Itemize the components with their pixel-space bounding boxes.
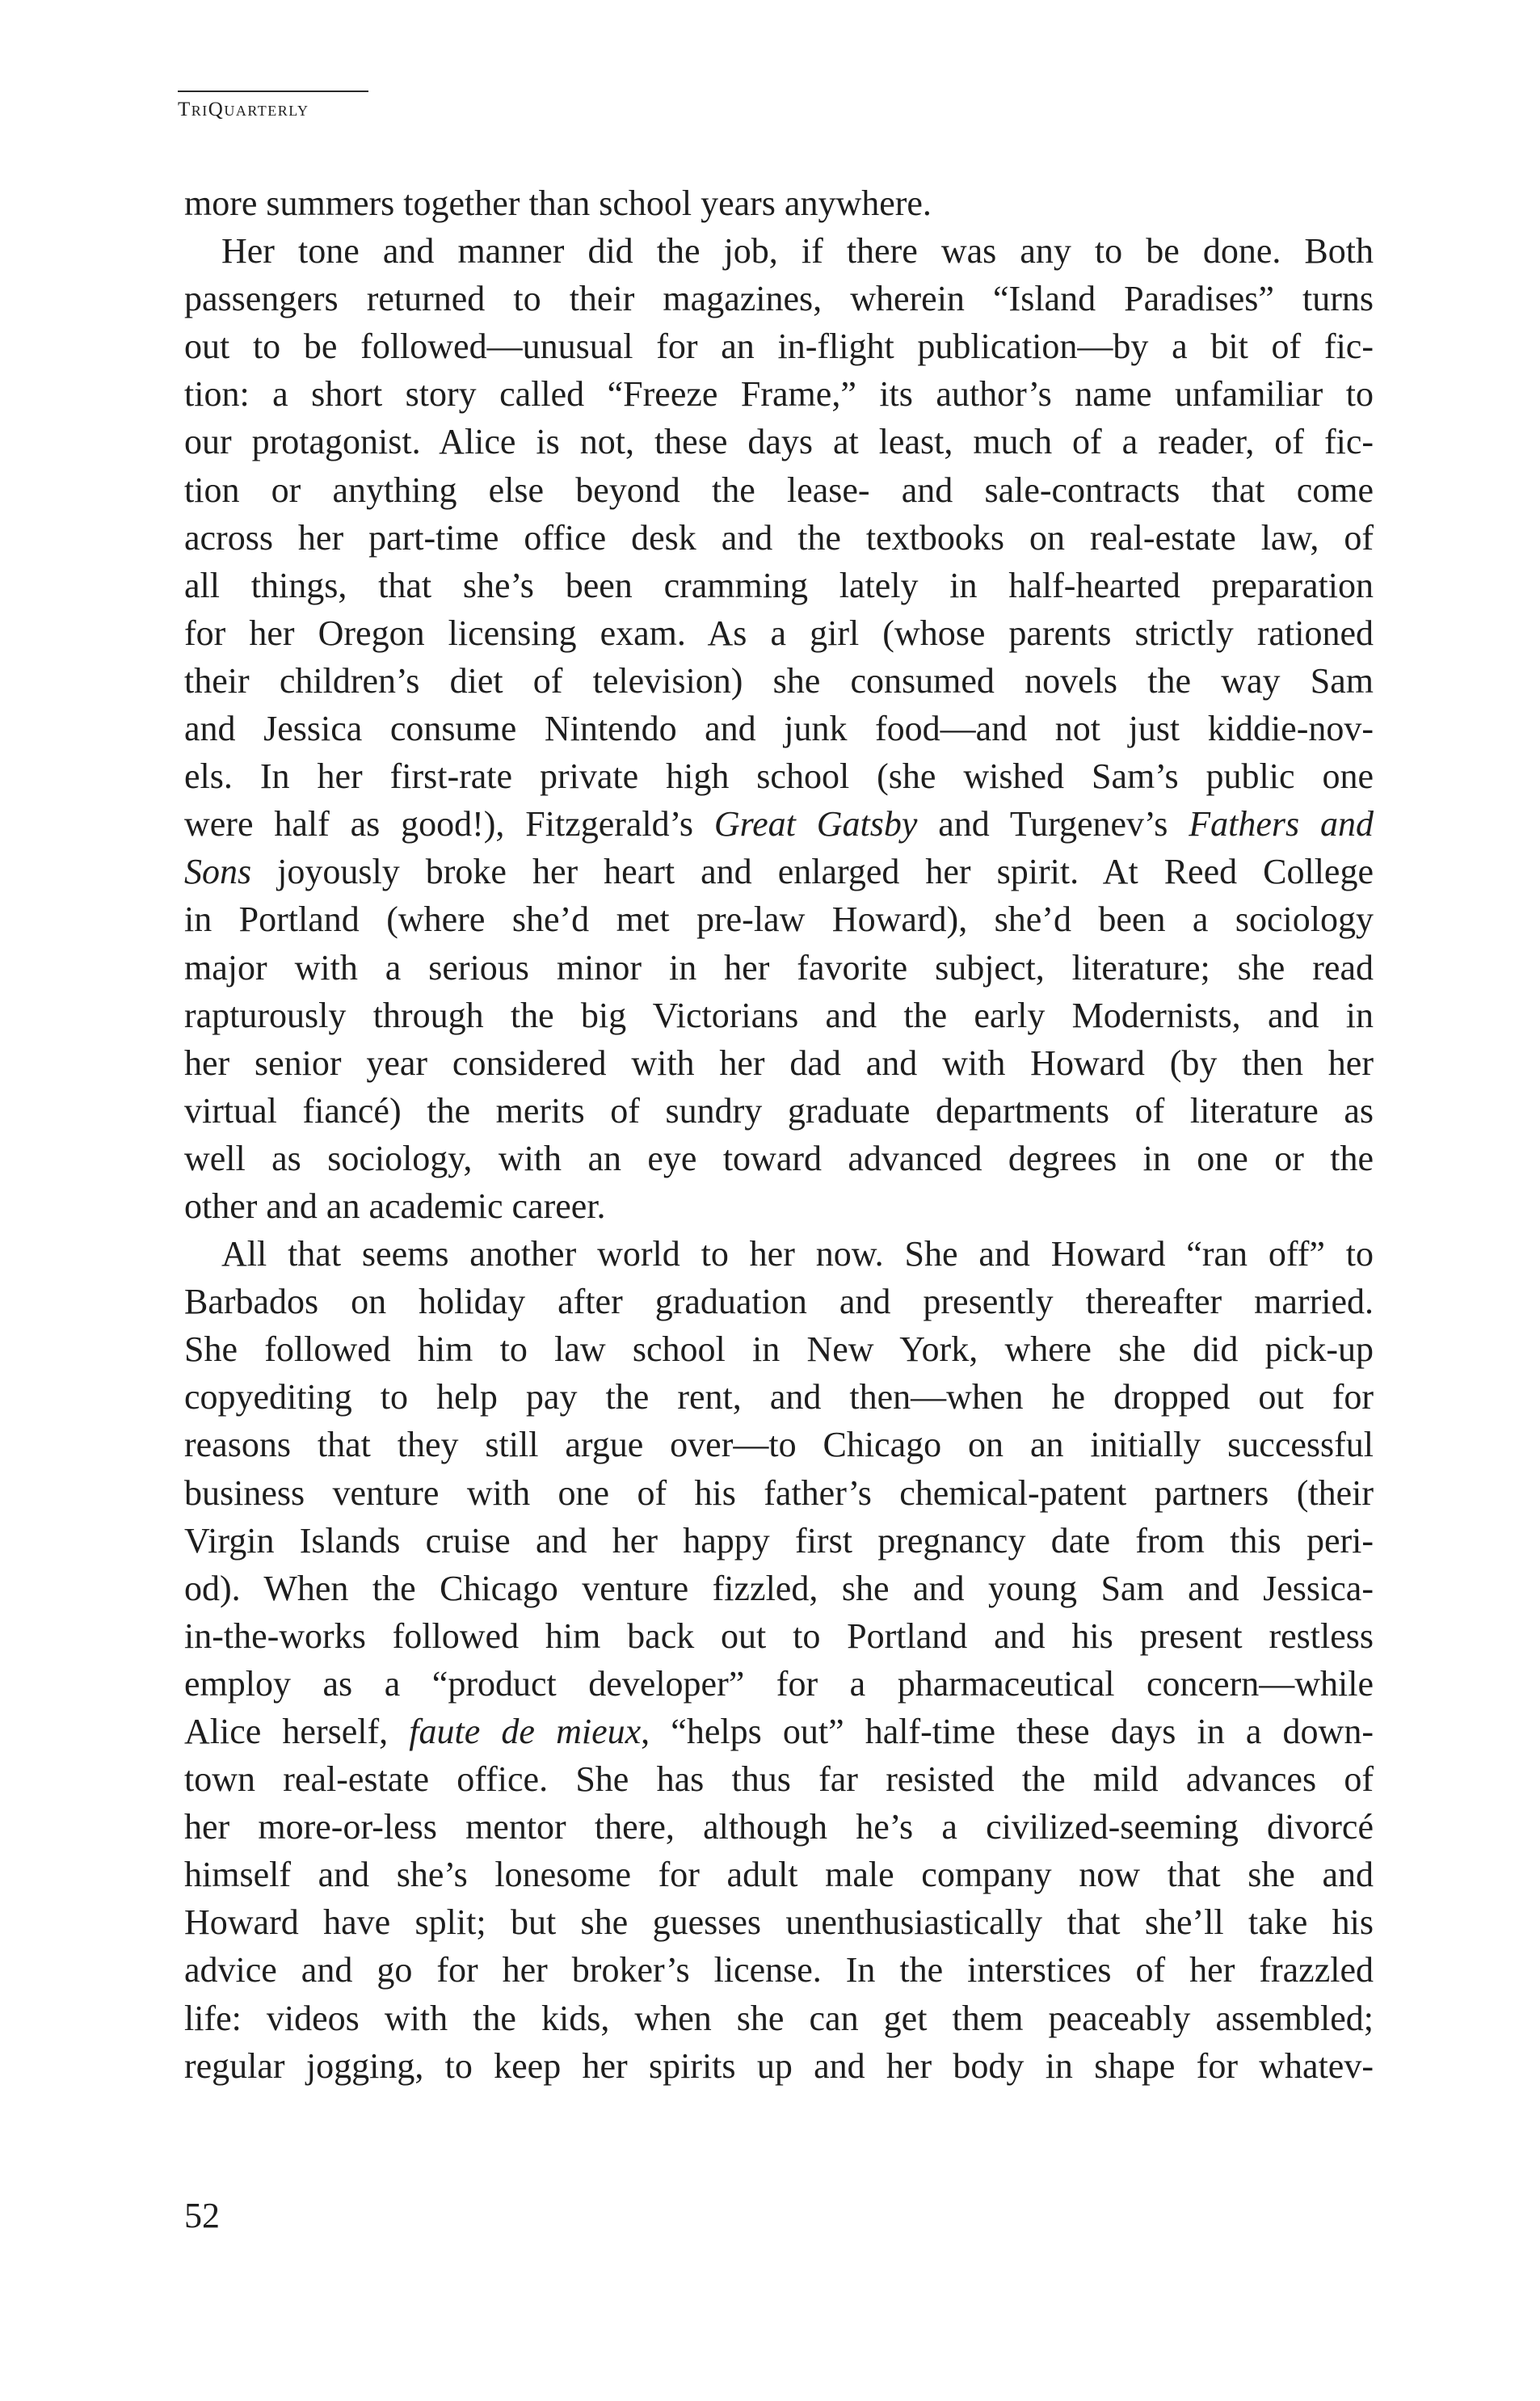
text-line-italic (184, 1708, 1374, 1755)
line-text: and Turgenev’s (917, 804, 1189, 845)
text-line: major with a serious minor in her favorite subject, literature; she read (184, 947, 1374, 988)
phrase-faute-de-mieux: faute de mieux (409, 1712, 642, 1751)
text-line: our protagonist. Alice is not, these days at least, much of a reader, of fic- (184, 422, 1374, 462)
text-line: advice and go for her broker’s license. In the interstices of her frazzled (184, 1950, 1374, 1990)
text-line: virtual fiancé) the merits of sundry graduate departments of literature as (184, 1090, 1374, 1131)
text-line: Virgin Islands cruise and her happy first pregnancy date from this peri- (184, 1520, 1374, 1561)
text-line: rapturously through the big Victorians and the early Modernists, and in (184, 995, 1374, 1035)
text-line-italic (184, 848, 1374, 895)
text-line: in Portland (where she’d met pre-law Howard), she’d been a sociology (184, 899, 1374, 940)
text-line: Barbados on holiday after graduation and presently thereafter married. (184, 1282, 1374, 1322)
line-text: , “helps out” half-time these days in a down- (641, 1712, 1374, 1751)
line-text: were half as good!), Fitzgerald’s (184, 804, 714, 845)
text-line: She followed him to law school in New York, where she did pick-up (184, 1329, 1374, 1370)
text-line: their children’s diet of television) she consumed novels the way Sam (184, 660, 1374, 701)
text-line: well as sociology, with an eye toward advanced degrees in one or the (184, 1138, 1374, 1178)
text-line: tion: a short story called “Freeze Frame,” its author’s name unfamiliar to (184, 374, 1374, 415)
text-line: Howard have split; but she guesses unenthusiastically that she’ll take his (184, 1902, 1374, 1943)
text-line: across her part-time office desk and the textbooks on real-estate law, of (184, 517, 1374, 558)
text-line: els. In her first-rate private high school (she wished Sam’s public one (184, 756, 1374, 797)
text-line: passengers returned to their magazines, wherein “Island Paradises” turns (184, 279, 1374, 319)
text-line: regular jogging, to keep her spirits up and her body in shape for whatev- (184, 2045, 1374, 2086)
text-line: business venture with one of his father’s chemical-patent partners (their (184, 1472, 1374, 1513)
text-line: Her tone and manner did the job, if there was any to be done. Both (221, 231, 1374, 272)
text-line: her senior year considered with her dad and with Howard (by then her (184, 1043, 1374, 1083)
text-line: himself and she’s lonesome for adult male company now that she and (184, 1855, 1374, 1895)
text-line: more summers together than school years anywhere. (184, 183, 932, 223)
text-line: copyediting to help pay the rent, and then—when he dropped out for (184, 1377, 1374, 1417)
text-line: in-the-works followed him back out to Portland and his present restless (184, 1615, 1374, 1656)
text-line: employ as a “product developer” for a pharmaceutical concern—while (184, 1663, 1374, 1704)
title-great-gatsby: Great Gatsby (713, 804, 918, 845)
body-text (184, 179, 1374, 2090)
text-line: life: videos with the kids, when she can get them peaceably assembled; (184, 1998, 1374, 2038)
text-line: for her Oregon licensing exam. As a girl (whose parents strictly rationed (184, 613, 1374, 653)
line-text: Alice herself, (184, 1712, 410, 1751)
text-line: tion or anything else beyond the lease- and sale-contracts that come (184, 470, 1374, 510)
text-line: her more-or-less mentor there, although he’s a civilized-seeming divorcé (184, 1807, 1374, 1847)
running-head: TriQuarterly (178, 91, 368, 121)
text-line: and Jessica consume Nintendo and junk food—and not just kiddie-nov- (184, 709, 1374, 749)
text-line: od). When the Chicago venture fizzled, she and young Sam and Jessica- (184, 1568, 1374, 1608)
title-fathers-and-sons: Fathers and (1189, 804, 1374, 845)
title-fathers-and-sons: Sons (184, 852, 252, 892)
text-line: reasons that they still argue over—to Chicago on an initially successful (184, 1425, 1374, 1465)
page-number: 52 (184, 2196, 220, 2235)
text-line: other and an academic career. (184, 1186, 606, 1226)
text-line-italic (184, 800, 1374, 848)
text-line: All that seems another world to her now. She and Howard “ran off” to (221, 1234, 1374, 1274)
text-line: all things, that she’s been cramming lately in half-hearted preparation (184, 565, 1374, 605)
text-line: town real-estate office. She has thus far resisted the mild advances of (184, 1759, 1374, 1800)
line-text: joyously broke her heart and enlarged her spirit. At Reed College (251, 852, 1374, 892)
text-line: out to be followed—unusual for an in-flight publication—by a bit of fic- (184, 326, 1374, 367)
